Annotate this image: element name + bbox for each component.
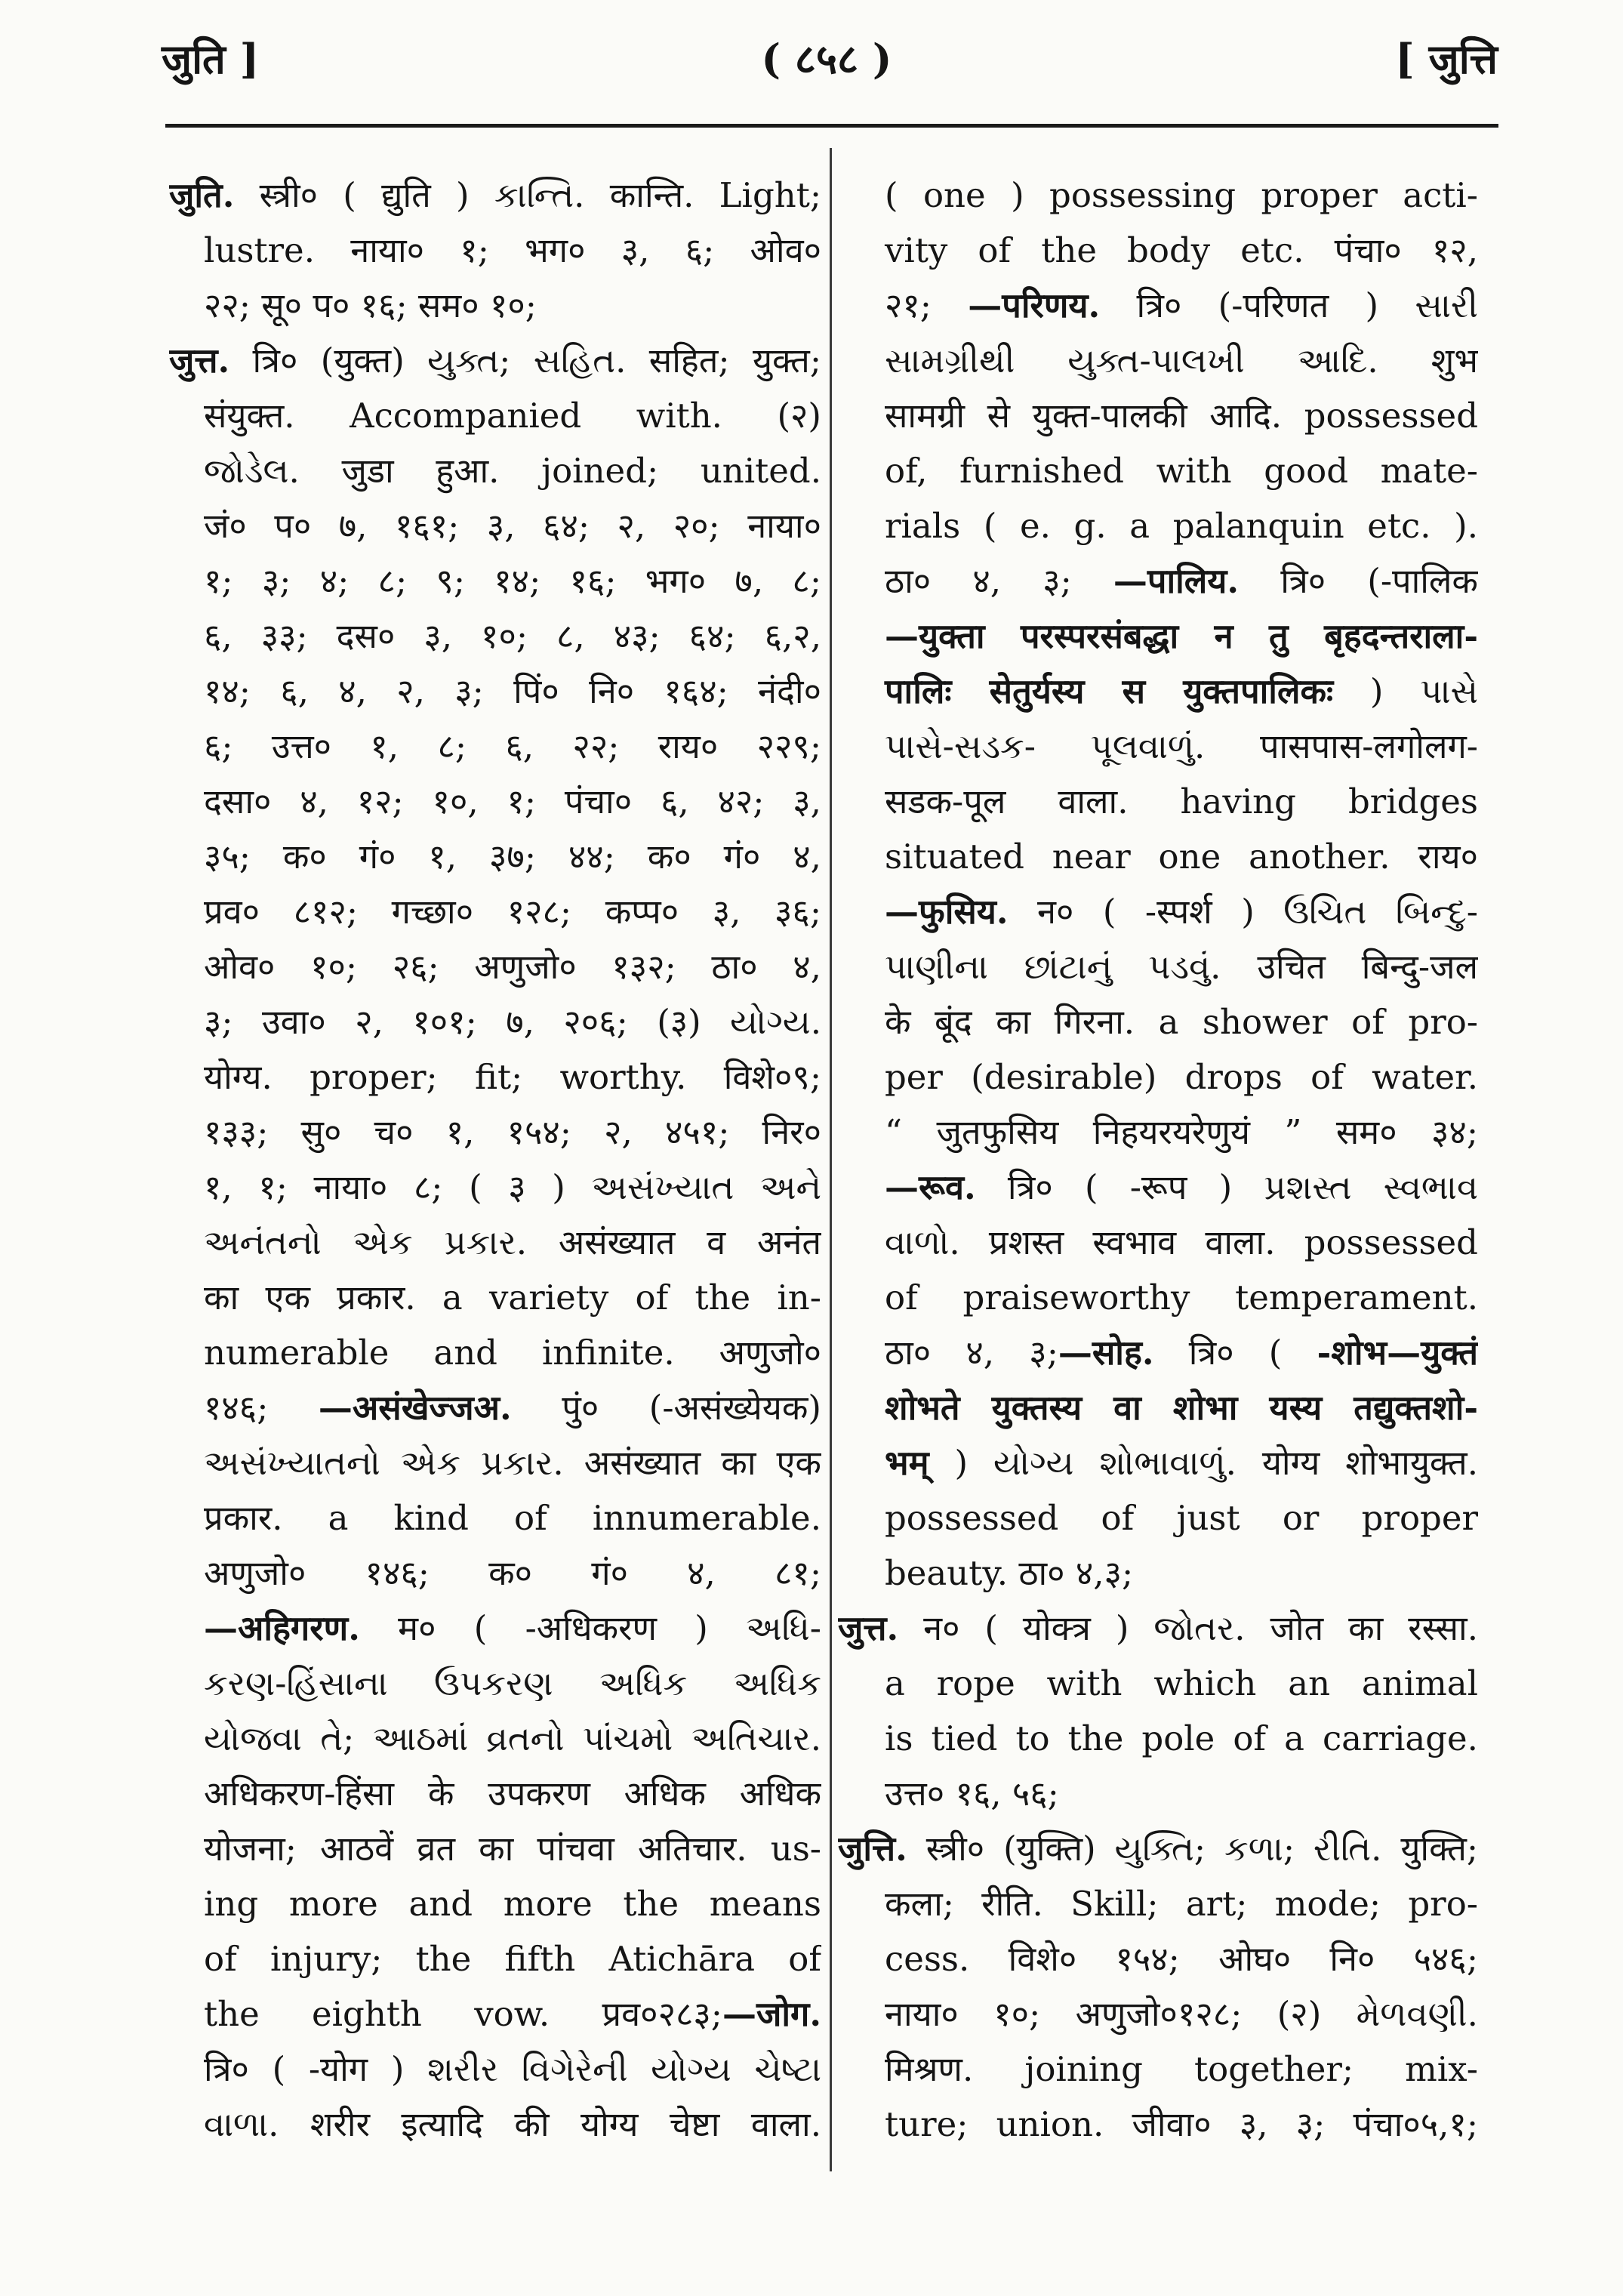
line-text: १४६; [204,1388,319,1428]
line-text: दसा० ४, १२; १०, १; पंचा० ६, ४२; ३, [204,781,821,821]
line-text: १; ३; ४; ८; ९; १४; १६; भग० ७, ८; [204,561,821,601]
line-text: ३; उवा० २, १०१; ७, २०६; (३) યોગ્ય. [204,1002,821,1042]
entry-line [169,1821,821,1876]
line-text: १, १; नाया० ८; ( ३ ) અસંખ્યાત અને [204,1167,821,1207]
entry-line [169,1160,821,1215]
entry-line [838,223,1478,278]
line-text: २१; [885,285,969,325]
line-text: lustre. नाया० १; भग० ३, ६; ओव० [204,230,821,270]
line-text: વાળા. शरीर इत्यादि की योग्य चेष्टा वाला. [204,2104,821,2144]
line-text: ठा० ४, ३; [885,561,1113,601]
bold-term: —परिणय. [968,285,1101,325]
line-text: ( one ) possessing proper acti- [885,175,1478,215]
entry-line [838,1105,1478,1160]
line-text: अधिकरण-हिंसा के उपकरण अधिक अधिक [204,1774,821,1814]
right-column [838,168,1478,2152]
entry-line [838,168,1478,223]
entry-line [838,1435,1478,1490]
dictionary-entry [169,168,821,333]
entry-line [169,1435,821,1490]
line-text: per (desirable) drops of water. [885,1057,1478,1097]
running-head-right: [ जुत्ति [1395,35,1498,83]
entry-line [838,609,1478,664]
entry-line [169,884,821,939]
entry-line [169,1986,821,2042]
line-text: અસંખ્યાતનો એક પ્રકાર. असंख्यात का एक [204,1443,821,1483]
line-text: न० ( योक्त्र ) જોતર. जोत का रस्सा. [898,1608,1478,1648]
line-text: त्रि० ( -रूप ) પ્રશસ્ત સ્વભાવ [975,1167,1478,1207]
line-text: म० ( -अधिकरण ) અધિ- [359,1608,821,1648]
line-text: प्रव० ८१२; गच्छा० १२८; कप्प० ३, ३६; [204,892,821,932]
entry-line [169,333,821,388]
line-text: a rope with which an animal [885,1663,1478,1703]
entry-line [838,443,1478,498]
line-text: “ जुतफुसिय निहयरयरेणुयं ” सम० ३४; [885,1112,1478,1152]
bold-term: भम् [885,1443,929,1483]
entry-line [838,1931,1478,1986]
line-text: योजना; आठवें व्रत का पांचवा अतिचार. us- [204,1829,821,1869]
entry-line [838,2097,1478,2152]
bold-term: —रूव. [885,1167,976,1207]
headword: जुति. [169,175,235,215]
headword: जुत्त. [838,1608,899,1648]
running-head-left: जुति ] [162,35,260,83]
line-text: २२; सू० प० १६; सम० १०; [204,285,537,325]
entry-line [838,1986,1478,2042]
entry-line [169,1766,821,1821]
entry-line [169,278,821,333]
line-text: मिश्रण. joining together; mix- [885,2049,1478,2089]
headword: जुत्ति. [838,1829,907,1869]
line-text: कला; रीति. Skill; art; mode; pro- [885,1884,1478,1924]
dictionary-entry [838,168,1478,1601]
line-text: जं० प० ७, १६१; ३, ६४; २, २०; नाया० [204,506,821,546]
entry-line [838,2042,1478,2097]
entry-line [169,774,821,829]
entry-line [838,1711,1478,1766]
entry-line [838,1656,1478,1711]
entry-line [169,1215,821,1270]
line-text: सामग्री से युक्त-पालकी आदि. possessed [885,396,1478,436]
entry-line [169,1931,821,1986]
line-text: स्त्री० ( द्युति ) કાન્તિ. कान्ति. Light; [234,175,821,215]
entry-line [838,1270,1478,1325]
entry-line [838,1546,1478,1601]
line-text: का एक प्रकार. a variety of the in- [204,1277,821,1318]
line-text: १३३; सु० च० १, १५४; २, ४५१; निर० [204,1112,821,1152]
line-text: પાસે-સડક- પૂલવાળું. पासपास-लगोलग- [885,726,1478,766]
bold-term: —जोग. [722,1994,821,2034]
entry-line [169,1270,821,1325]
line-text: स्त्री० (युक्ति) યુક્તિ; કળા; રીતિ. युक्ति; [907,1829,1478,1869]
line-text: प्रकार. a kind of innumerable. [204,1498,821,1538]
entry-line [169,498,821,553]
line-text: त्रि० (युक्त) યુક્ત; સહિત. सहित; युक्त; [229,341,821,381]
left-column [169,168,821,2152]
entry-line [169,994,821,1049]
line-text: त्रि० ( [1153,1333,1317,1373]
line-text: संयुक्त. Accompanied with. (२) [204,396,821,436]
entry-line [169,1546,821,1601]
entry-line [838,994,1478,1049]
header-rule [165,124,1498,128]
dictionary-entry [838,1601,1478,1821]
entry-line [838,719,1478,774]
entry-line [169,939,821,994]
line-text: vity of the body etc. पंचा० १२, [885,230,1478,270]
line-text: १४; ६, ४, २, ३; पिं० नि० १६४; नंदी० [204,671,821,711]
line-text: possessed of just or proper [885,1498,1478,1538]
line-text: ६, ३३; दस० ३, १०; ८, ४३; ६४; ६,२, [204,616,821,656]
line-text: the eighth vow. प्रव०२८३; [204,1994,722,2034]
line-text: त्रि० ( -योग ) શરીર વિગેરેની યોગ્ય ચેષ્ટા [204,2049,821,2089]
entry-line [838,333,1478,388]
line-text: rials ( e. g. a palanquin etc. ). [885,506,1478,546]
entry-line [169,609,821,664]
line-text: त्रि० (-पालिक [1239,561,1478,601]
line-text: વાળો. प्रशस्त स्वभाव वाला. possessed [885,1222,1478,1262]
line-text: उत्त० १६, ५६; [885,1774,1059,1814]
entry-line [838,1601,1478,1656]
entry-line [169,2097,821,2152]
entry-line [169,719,821,774]
line-text: of injury; the fifth Atichāra of [204,1939,821,1979]
bold-term: —सोह. [1058,1333,1154,1373]
line-text: ing more and more the means [204,1884,821,1924]
entry-line [838,1325,1478,1380]
line-text: पुं० (-असंख्येयक) [511,1388,821,1428]
entry-line [838,1049,1478,1105]
entry-line [838,1876,1478,1931]
entry-line [169,1490,821,1546]
entry-line [169,2042,821,2097]
line-text: numerable and infinite. अणुजो० [204,1333,821,1373]
entry-line [838,829,1478,884]
dictionary-entry [838,1821,1478,2152]
line-text: योग्य. proper; fit; worthy. विशे०९; [204,1057,821,1097]
entry-line [169,1601,821,1656]
entry-line [838,884,1478,939]
bold-term: —युक्ता परस्परसंबद्धा न तु बृहदन्तराला- [885,616,1478,656]
entry-line [838,774,1478,829]
line-text: is tied to the pole of a carriage. [885,1718,1478,1758]
line-text: જોડેલ. जुडा हुआ. joined; united. [204,451,821,491]
entry-line [169,1325,821,1380]
entry-line [838,1215,1478,1270]
page-number: ( ८५८ ) [761,35,892,83]
entry-line [838,388,1478,443]
column-divider [830,148,832,2171]
dictionary-entry [169,333,821,2152]
entry-line [169,829,821,884]
line-text: के बूंद का गिरना. a shower of pro- [885,1002,1478,1042]
entry-line [838,1821,1478,1876]
line-text: સામગ્રીથી યુક્ત-પાલખી આદિ. शुभ [885,341,1478,381]
line-text: beauty. ठा० ४,३; [885,1553,1134,1593]
line-text: અનંતનો એક પ્રકાર. असंख्यात व अनंत [204,1222,821,1262]
entry-line [169,388,821,443]
line-text: ture; union. जीवा० ३, ३; पंचा०५,१; [885,2104,1478,2144]
line-text: of praiseworthy temperament. [885,1277,1478,1318]
entry-line [838,1160,1478,1215]
line-text: ) પાસે [1333,671,1478,711]
line-text: of, furnished with good mate- [885,451,1478,491]
entry-line [838,1766,1478,1821]
entry-line [838,553,1478,609]
entry-line [169,168,821,223]
line-text: त्रि० (-परिणत ) સારી [1100,285,1478,325]
bold-term: पालिः सेतुर्यस्य स युक्तपालिकः [885,671,1334,711]
bold-term: —फुसिय. [885,892,1009,932]
line-text: नाया० १०; अणुजो०१२८; (२) મેળવણી. [885,1994,1478,2034]
bold-term: —अहिगरण. [204,1608,360,1648]
entry-line [169,1380,821,1435]
line-text: ) યોગ્ય શોભાવાળું. योग्य शोभायुक्त. [929,1443,1478,1483]
entry-line [169,1876,821,1931]
line-text: ६; उत्त० १, ८; ६, २२; राय० २२९; [204,726,821,766]
bold-term: शोभते युक्तस्य वा शोभा यस्य तद्युक्तशो- [885,1388,1478,1428]
line-text: अणुजो० १४६; क० गं० ४, ८१; [204,1553,821,1593]
entry-line [838,664,1478,719]
entry-line [169,664,821,719]
line-text: ठा० ४, ३; [885,1333,1058,1373]
bold-term: -शोभ—युक्तं [1317,1333,1478,1373]
line-text: situated near one another. राय० [885,837,1478,877]
line-text: सडक-पूल वाला. having bridges [885,781,1478,821]
line-text: न० ( -स्पर्श ) ઉચિત બિન્દુ- [1008,892,1478,932]
entry-line [169,1656,821,1711]
line-text: કરણ-હિંસાના ઉપકરણ અધિક અધિક [204,1663,821,1703]
line-text: ३५; क० गं० १, ३७; ४४; क० गं० ४, [204,837,821,877]
entry-line [169,553,821,609]
line-text: પાણીના છાંટાનું પડવું. उचित बिन्दु-जल [885,947,1478,987]
entry-line [838,1490,1478,1546]
line-text: યોજવા તે; આઠમાં વ્રતનો પાંચમો અતિચાર. [204,1718,821,1758]
entry-line [838,1380,1478,1435]
bold-term: —पालिय. [1113,561,1240,601]
entry-line [838,498,1478,553]
entry-line [169,223,821,278]
entry-line [169,443,821,498]
entry-line [838,278,1478,333]
entry-line [169,1049,821,1105]
headword: जुत्त. [169,341,230,381]
entry-line [169,1711,821,1766]
bold-term: —असंखेज्जअ. [318,1388,512,1428]
line-text: ओव० १०; २६; अणुजो० १३२; ठा० ४, [204,947,821,987]
entry-line [838,939,1478,994]
entry-line [169,1105,821,1160]
line-text: cess. विशे० १५४; ओघ० नि० ५४६; [885,1939,1478,1979]
